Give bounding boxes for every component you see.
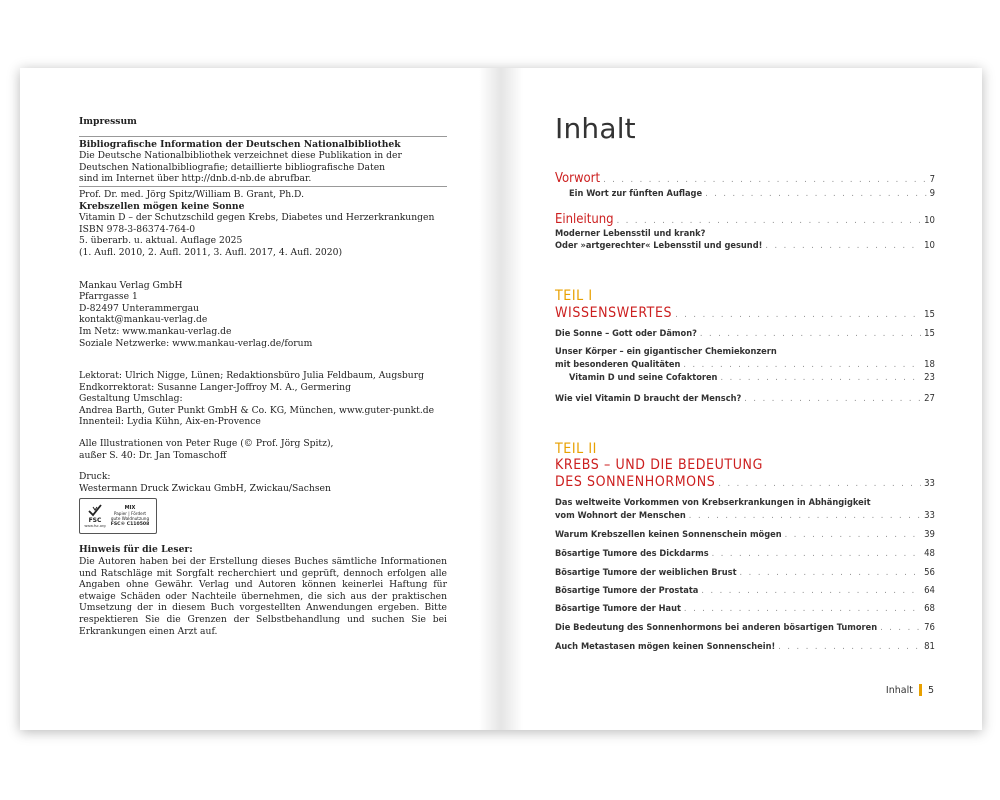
imprint-block: [79, 116, 447, 637]
toc-label: Wie viel Vitamin D braucht der Mensch?: [555, 393, 742, 404]
part-1-label: TEIL I: [555, 288, 593, 304]
publisher-street: Pfarrgasse 1: [79, 291, 138, 303]
toc-entry[interactable]: [555, 529, 935, 540]
toc-label: Ein Wort zur fünften Auflage: [569, 188, 703, 199]
fsc-label: [79, 498, 157, 534]
toc-entry-vorwort-sub[interactable]: [555, 188, 935, 199]
toc-page: 27: [924, 393, 935, 404]
toc-entry-einleitung-sub1[interactable]: Moderner Lebensstil und krank?: [555, 228, 706, 239]
toc-label: vom Wohnort der Menschen: [555, 510, 686, 521]
leader-dots: [675, 310, 921, 320]
toc-label: mit besonderen Qualitäten: [555, 359, 681, 370]
toc-label: Warum Krebszellen keinen Sonnenschein mögen: [555, 529, 782, 540]
leader-dots: [617, 216, 922, 226]
leader-dots: [701, 586, 921, 596]
publisher-name: Mankau Verlag GmbH: [79, 279, 183, 291]
toc-page: 68: [924, 603, 935, 614]
toc-label: Oder »artgerechter« Lebensstil und gesund!: [555, 240, 763, 251]
toc-entry[interactable]: [555, 328, 935, 339]
hint-text: Die Autoren haben bei der Erstellung dieses Buches sämtliche Informationen und Ratschläge mit Sorgfalt recherchiert und geprüft, dennoch erfolgen alle Angaben ohne Gewähr. Verlag und Autoren können keinerlei Haftung für etwaige Schäden oder Nachteile übernehmen, die sich aus der praktischen Umsetzung der in diesem Buch vorgestellten Anwendungen ergeben. Bitte respektieren Sie die Grenzen der Selbstbehandlung und suchen Sie bei Erkrankungen einen Arzt auf.: [79, 556, 447, 637]
toc-page: 33: [924, 478, 935, 489]
toc-entry[interactable]: [555, 603, 935, 614]
part-2-label: TEIL II: [555, 441, 597, 457]
leader-dots: [684, 604, 921, 614]
toc-page: 76: [924, 622, 935, 633]
spacer: [79, 428, 447, 438]
leader-dots: [683, 360, 921, 370]
toc-label: Die Sonne – Gott oder Dämon?: [555, 328, 697, 339]
leader-dots: [689, 511, 921, 521]
spacer: [79, 259, 447, 280]
toc-page: 9: [929, 188, 935, 199]
toc-page: 10: [924, 215, 935, 226]
toc-entry-einleitung[interactable]: [555, 212, 935, 227]
imprint-title: Impressum: [79, 116, 137, 127]
credit-line: Endkorrektorat: Susanne Langer-Joffroy M. A., Germering: [79, 381, 351, 393]
gutter-shadow-left: [479, 68, 501, 730]
left-page-imprint: [20, 68, 501, 730]
gutter-shadow-right: [501, 68, 523, 730]
divider: [79, 136, 447, 137]
book-spread: [20, 68, 982, 730]
spacer: [79, 461, 447, 471]
credit-line: Gestaltung Umschlag:: [79, 393, 183, 405]
footer-label: Inhalt: [885, 684, 913, 696]
book-isbn: ISBN 978-3-86374-764-0: [79, 223, 196, 235]
credit-line: Andrea Barth, Guter Punkt GmbH & Co. KG, München, www.guter-punkt.de: [79, 404, 435, 416]
toc-part-1-title[interactable]: [555, 305, 935, 321]
page-footer: [886, 684, 934, 696]
print-company: Westermann Druck Zwickau GmbH, Zwickau/Sachsen: [79, 482, 331, 494]
toc-page: 48: [924, 548, 935, 559]
credit-line: Lektorat: Ulrich Nigge, Lünen; Redaktionsbüro Julia Feldbaum, Augsburg: [79, 370, 424, 382]
toc-page: 81: [924, 641, 935, 652]
leader-dots: [705, 189, 927, 199]
toc-label: Auch Metastasen mögen keinen Sonnenschein!: [555, 641, 776, 652]
leader-dots: [744, 394, 921, 404]
fsc-code: FSC® C110508: [110, 521, 150, 527]
fsc-line1: Papier | Fördert: [113, 511, 147, 517]
toc-page: 15: [924, 328, 935, 339]
fsc-line2: gute Waldnutzung: [110, 516, 150, 522]
toc-entry[interactable]: [555, 641, 935, 652]
leader-dots: [785, 530, 921, 540]
illustrations-line: Alle Illustrationen von Peter Ruge (© Prof. Jörg Spitz),: [79, 438, 334, 450]
publisher-email: kontakt@mankau-verlag.de: [79, 314, 208, 326]
leader-dots: [700, 329, 921, 339]
toc-page: 23: [924, 372, 935, 383]
biblio-line: Die Deutsche Nationalbibliothek verzeichnet diese Publikation in der: [79, 150, 402, 162]
toc-entry-einleitung-sub2[interactable]: [555, 240, 935, 251]
toc-page: 64: [924, 585, 935, 596]
divider: [79, 186, 447, 187]
fsc-checkmark-tree-icon: [88, 504, 102, 517]
credit-line: Innenteil: Lydia Kühn, Aix-en-Provence: [79, 416, 261, 428]
fsc-site: www.fsc.org: [84, 524, 106, 529]
toc-label: Vitamin D und seine Cofaktoren: [569, 372, 718, 383]
hint-heading: Hinweis für die Leser:: [79, 544, 193, 556]
spacer: [79, 349, 447, 370]
authors: Prof. Dr. med. Jörg Spitz/William B. Grant, Ph.D.: [79, 188, 305, 200]
toc-label: Die Bedeutung des Sonnenhormons bei anderen bösartigen Tumoren: [555, 622, 878, 633]
fsc-brand: FSC: [88, 517, 102, 525]
toc-entry-multiline-1[interactable]: Das weltweite Vorkommen von Krebserkrankungen in Abhängigkeit: [555, 497, 871, 508]
toc-page: 10: [924, 240, 935, 251]
biblio-line: Deutschen Nationalbibliografie; detaillierte bibliografische Daten: [79, 161, 386, 173]
toc-page: 39: [924, 529, 935, 540]
part-2-title-line1[interactable]: KREBS – UND DIE BEDEUTUNG: [555, 457, 763, 473]
publisher-social: Soziale Netzwerke: www.mankau-verlag.de/forum: [79, 337, 313, 349]
leader-dots: [603, 175, 927, 185]
toc-label: Bösartige Tumore der weiblichen Brust: [555, 567, 737, 578]
leader-dots: [778, 642, 921, 652]
toc-entry[interactable]: [555, 585, 935, 596]
illustrations-line: außer S. 40: Dr. Jan Tomaschoff: [79, 449, 227, 461]
publisher-web: Im Netz: www.mankau-verlag.de: [79, 325, 232, 337]
right-page-contents: [501, 68, 982, 730]
toc-entry[interactable]: [555, 548, 935, 559]
toc-entry-sub[interactable]: [555, 372, 935, 383]
leader-dots: [740, 568, 922, 578]
toc-entry[interactable]: [555, 567, 935, 578]
spacer: [79, 534, 447, 544]
toc-entry-multiline-1[interactable]: Unser Körper – ein gigantischer Chemiekonzern: [555, 346, 777, 357]
book-edition: 5. überarb. u. aktual. Auflage 2025: [79, 235, 243, 247]
leader-dots: [712, 549, 922, 559]
toc-label: Bösartige Tumore des Dickdarms: [555, 548, 709, 559]
biblio-heading: Bibliografische Information der Deutschen Nationalbibliothek: [79, 138, 401, 150]
toc-entry[interactable]: [555, 622, 935, 633]
leader-dots: [880, 623, 921, 633]
toc-label: WISSENSWERTES: [555, 305, 673, 321]
toc-page: 15: [924, 309, 935, 320]
fsc-text: [107, 506, 153, 528]
publisher-city: D-82497 Unterammergau: [79, 302, 199, 314]
biblio-line: sind im Internet über http://dnb.d-nb.de abrufbar.: [79, 173, 312, 185]
toc-page: 18: [924, 359, 935, 370]
fsc-mix: MIX: [124, 504, 136, 511]
toc-label: Bösartige Tumore der Prostata: [555, 585, 699, 596]
toc-entry-multiline-2[interactable]: [555, 359, 935, 370]
page-number: 5: [927, 684, 934, 696]
toc-entry-vorwort[interactable]: [555, 171, 935, 186]
book-title: Krebszellen mögen keine Sonne: [79, 200, 245, 212]
toc-page: 56: [924, 567, 935, 578]
book-detail: Vitamin D – der Schutzschild gegen Krebs, Diabetes und Herzerkrankungen: [79, 212, 435, 224]
leader-dots: [720, 373, 921, 383]
contents-heading: Inhalt: [555, 112, 636, 145]
leader-dots: [765, 241, 921, 251]
footer-accent-bar: [919, 684, 922, 696]
toc-part-2-title[interactable]: [555, 474, 935, 490]
toc-page: 33: [924, 510, 935, 521]
toc-label: Vorwort: [555, 171, 601, 186]
toc-page: 7: [929, 174, 935, 185]
toc-entry-multiline-2[interactable]: [555, 510, 935, 521]
fsc-tree-icon: [83, 501, 107, 531]
toc-label: DES SONNENHORMONS: [555, 474, 716, 490]
toc-entry[interactable]: [555, 393, 935, 404]
print-label: Druck:: [79, 471, 111, 483]
leader-dots: [718, 479, 921, 489]
toc-label: Bösartige Tumore der Haut: [555, 603, 681, 614]
toc-label: Einleitung: [555, 212, 614, 227]
book-edition-history: (1. Aufl. 2010, 2. Aufl. 2011, 3. Aufl. 2017, 4. Aufl. 2020): [79, 246, 343, 258]
